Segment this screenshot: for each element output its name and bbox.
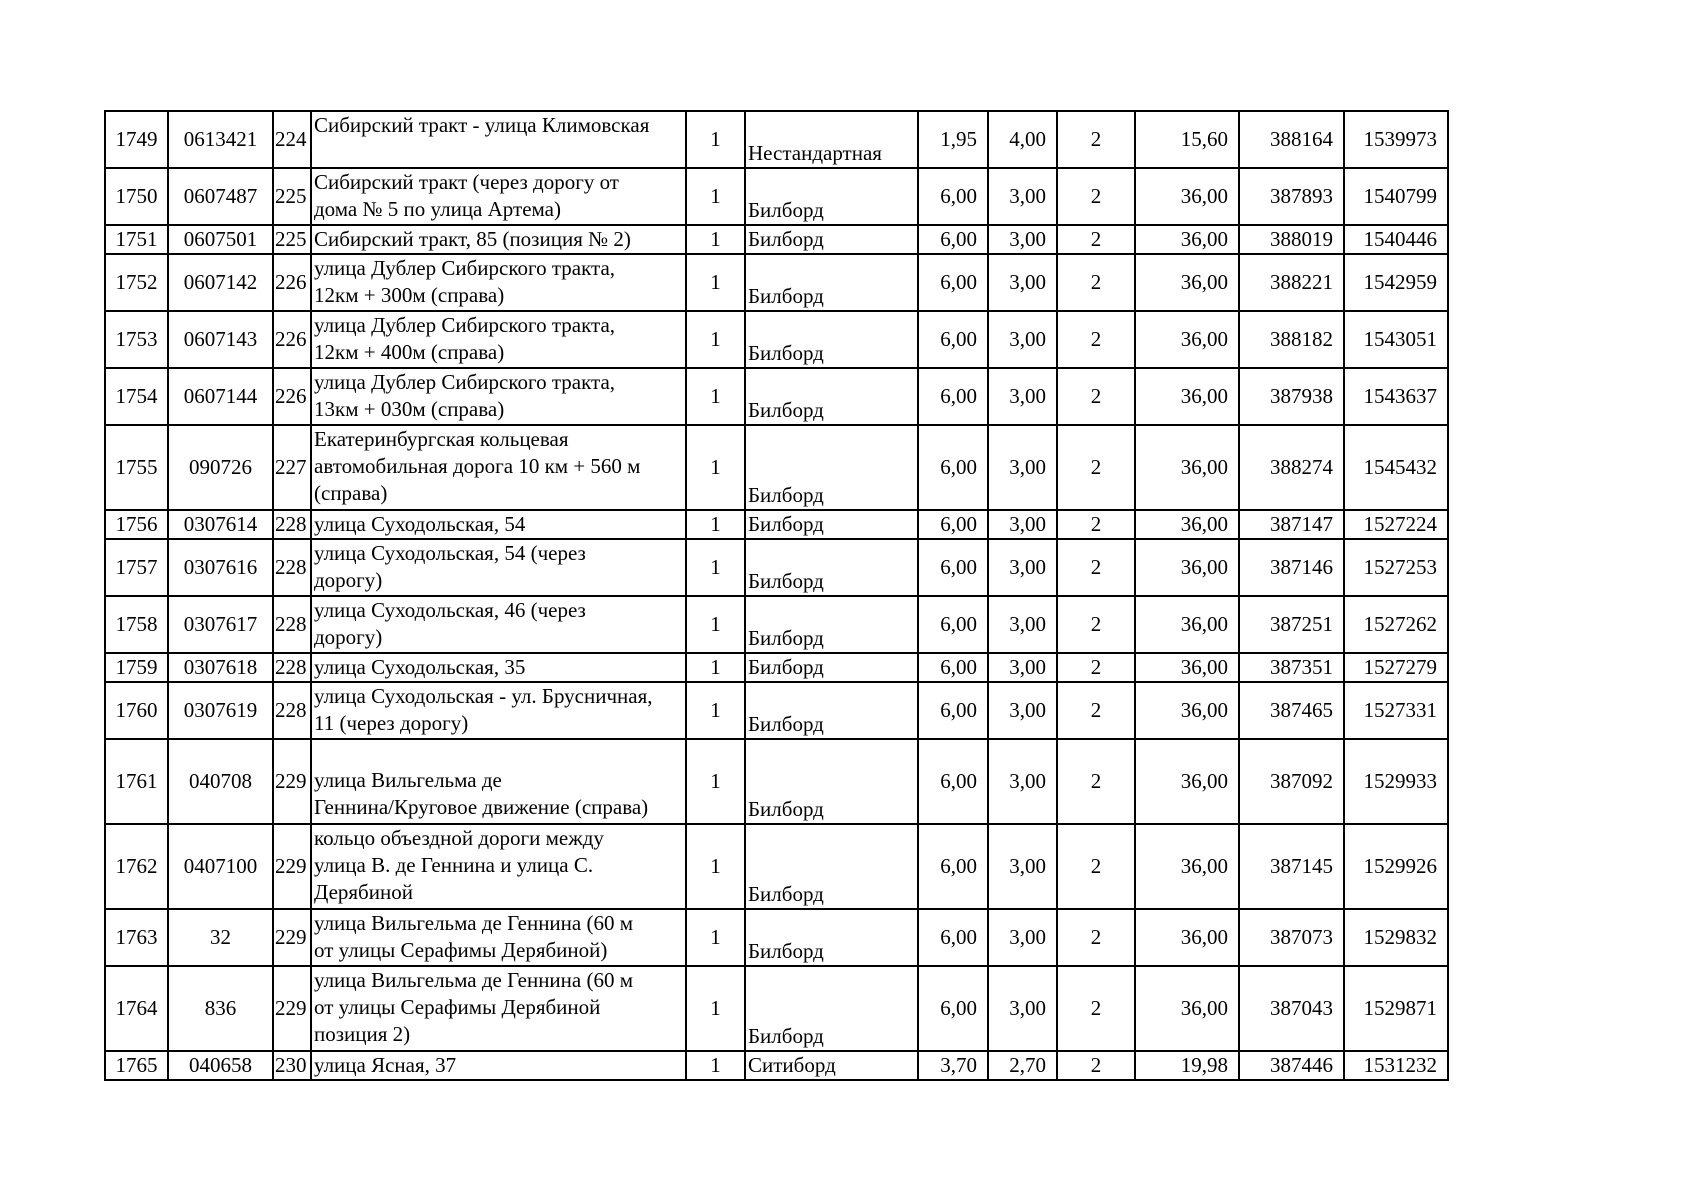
table-row — [105, 254, 1448, 311]
table-row — [105, 653, 1448, 682]
cell-quantity: 1 — [686, 653, 745, 682]
cell-structure-code: 090726 — [168, 425, 273, 510]
cell-group-number: 226 — [273, 311, 311, 368]
cell-width: 6,00 — [918, 824, 988, 909]
cell-coordinate-x: 387147 — [1239, 510, 1344, 539]
cell-structure-type: Билборд — [745, 425, 918, 510]
cell-row-number: 1760 — [105, 682, 168, 739]
cell-sides-count: 2 — [1057, 425, 1135, 510]
cell-quantity: 1 — [686, 254, 745, 311]
cell-group-number: 228 — [273, 539, 311, 596]
cell-area: 36,00 — [1135, 682, 1239, 739]
cell-height: 3,00 — [988, 824, 1057, 909]
cell-width: 6,00 — [918, 510, 988, 539]
cell-quantity: 1 — [686, 510, 745, 539]
cell-height: 3,00 — [988, 739, 1057, 824]
cell-coordinate-x: 387092 — [1239, 739, 1344, 824]
cell-width: 3,70 — [918, 1051, 988, 1080]
cell-row-number: 1759 — [105, 653, 168, 682]
cell-sides-count: 2 — [1057, 368, 1135, 425]
cell-quantity: 1 — [686, 111, 745, 168]
cell-row-number: 1749 — [105, 111, 168, 168]
cell-address: улица Суходольская, 54 (через дорогу) — [311, 539, 686, 596]
cell-structure-type: Билборд — [745, 539, 918, 596]
cell-group-number: 229 — [273, 966, 311, 1051]
cell-coordinate-x: 388221 — [1239, 254, 1344, 311]
cell-structure-code: 0607143 — [168, 311, 273, 368]
cell-coordinate-y: 1540799 — [1344, 168, 1448, 225]
cell-coordinate-x: 388274 — [1239, 425, 1344, 510]
cell-area: 36,00 — [1135, 539, 1239, 596]
cell-sides-count: 2 — [1057, 596, 1135, 653]
cell-address: улица Ясная, 37 — [311, 1051, 686, 1080]
cell-height: 2,70 — [988, 1051, 1057, 1080]
cell-height: 3,00 — [988, 311, 1057, 368]
cell-height: 3,00 — [988, 653, 1057, 682]
cell-structure-type: Билборд — [745, 225, 918, 254]
cell-sides-count: 2 — [1057, 254, 1135, 311]
cell-structure-type: Билборд — [745, 510, 918, 539]
cell-coordinate-y: 1529926 — [1344, 824, 1448, 909]
table-row — [105, 682, 1448, 739]
cell-coordinate-x: 387146 — [1239, 539, 1344, 596]
cell-structure-code: 040708 — [168, 739, 273, 824]
advertising-structures-table — [104, 110, 1449, 1081]
cell-area: 36,00 — [1135, 596, 1239, 653]
table-row — [105, 1051, 1448, 1080]
cell-group-number: 226 — [273, 254, 311, 311]
cell-width: 6,00 — [918, 909, 988, 966]
cell-group-number: 227 — [273, 425, 311, 510]
cell-coordinate-y: 1529933 — [1344, 739, 1448, 824]
cell-sides-count: 2 — [1057, 653, 1135, 682]
cell-quantity: 1 — [686, 739, 745, 824]
table-row — [105, 111, 1448, 168]
cell-sides-count: 2 — [1057, 225, 1135, 254]
cell-area: 36,00 — [1135, 225, 1239, 254]
cell-quantity: 1 — [686, 682, 745, 739]
cell-row-number: 1765 — [105, 1051, 168, 1080]
cell-area: 19,98 — [1135, 1051, 1239, 1080]
cell-area: 36,00 — [1135, 824, 1239, 909]
cell-group-number: 228 — [273, 653, 311, 682]
cell-address: улица Вильгельма де Геннина (60 м от улицы Серафимы Дерябиной) — [311, 909, 686, 966]
cell-sides-count: 2 — [1057, 682, 1135, 739]
cell-height: 3,00 — [988, 425, 1057, 510]
cell-area: 36,00 — [1135, 510, 1239, 539]
table-row — [105, 311, 1448, 368]
cell-quantity: 1 — [686, 311, 745, 368]
cell-coordinate-y: 1545432 — [1344, 425, 1448, 510]
cell-structure-code: 0307619 — [168, 682, 273, 739]
cell-address: улица Вильгельма де Геннина/Круговое движение (справа) — [311, 739, 686, 824]
cell-coordinate-y: 1527253 — [1344, 539, 1448, 596]
cell-coordinate-y: 1527331 — [1344, 682, 1448, 739]
cell-width: 6,00 — [918, 682, 988, 739]
cell-address: улица Вильгельма де Геннина (60 м от улицы Серафимы Дерябиной позиция 2) — [311, 966, 686, 1051]
cell-coordinate-x: 387351 — [1239, 653, 1344, 682]
cell-structure-type: Билборд — [745, 682, 918, 739]
cell-width: 6,00 — [918, 653, 988, 682]
cell-area: 36,00 — [1135, 311, 1239, 368]
cell-group-number: 230 — [273, 1051, 311, 1080]
cell-sides-count: 2 — [1057, 311, 1135, 368]
cell-quantity: 1 — [686, 225, 745, 254]
cell-coordinate-y: 1527279 — [1344, 653, 1448, 682]
cell-coordinate-y: 1540446 — [1344, 225, 1448, 254]
cell-group-number: 225 — [273, 225, 311, 254]
cell-coordinate-x: 387073 — [1239, 909, 1344, 966]
cell-address: улица Дублер Сибирского тракта, 12км + 400м (справа) — [311, 311, 686, 368]
cell-structure-type: Билборд — [745, 368, 918, 425]
cell-quantity: 1 — [686, 966, 745, 1051]
cell-coordinate-x: 388182 — [1239, 311, 1344, 368]
cell-structure-type: Билборд — [745, 168, 918, 225]
cell-structure-type: Билборд — [745, 739, 918, 824]
cell-address: Екатеринбургская кольцевая автомобильная дорога 10 км + 560 м (справа) — [311, 425, 686, 510]
table-row — [105, 368, 1448, 425]
cell-address: Сибирский тракт - улица Климовская — [311, 111, 686, 168]
cell-width: 6,00 — [918, 254, 988, 311]
cell-address: улица Суходольская - ул. Брусничная, 11 (через дорогу) — [311, 682, 686, 739]
cell-address: улица Суходольская, 46 (через дорогу) — [311, 596, 686, 653]
cell-width: 6,00 — [918, 168, 988, 225]
table-row — [105, 425, 1448, 510]
cell-width: 6,00 — [918, 596, 988, 653]
cell-height: 3,00 — [988, 168, 1057, 225]
cell-sides-count: 2 — [1057, 1051, 1135, 1080]
cell-coordinate-x: 387938 — [1239, 368, 1344, 425]
cell-width: 6,00 — [918, 425, 988, 510]
cell-address: кольцо объездной дороги между улица В. де Геннина и улица С. Дерябиной — [311, 824, 686, 909]
cell-area: 36,00 — [1135, 425, 1239, 510]
cell-sides-count: 2 — [1057, 739, 1135, 824]
cell-coordinate-x: 387145 — [1239, 824, 1344, 909]
cell-address: улица Суходольская, 54 — [311, 510, 686, 539]
cell-address: улица Дублер Сибирского тракта, 12км + 300м (справа) — [311, 254, 686, 311]
cell-sides-count: 2 — [1057, 966, 1135, 1051]
cell-coordinate-x: 387043 — [1239, 966, 1344, 1051]
cell-width: 6,00 — [918, 311, 988, 368]
cell-area: 36,00 — [1135, 368, 1239, 425]
cell-height: 3,00 — [988, 682, 1057, 739]
cell-row-number: 1763 — [105, 909, 168, 966]
cell-coordinate-x: 387465 — [1239, 682, 1344, 739]
cell-coordinate-y: 1539973 — [1344, 111, 1448, 168]
cell-quantity: 1 — [686, 1051, 745, 1080]
cell-structure-type: Билборд — [745, 909, 918, 966]
cell-address: Сибирский тракт (через дорогу от дома № 5 по улица Артема) — [311, 168, 686, 225]
cell-structure-type: Билборд — [745, 311, 918, 368]
cell-area: 36,00 — [1135, 168, 1239, 225]
cell-structure-type: Билборд — [745, 596, 918, 653]
cell-row-number: 1756 — [105, 510, 168, 539]
cell-quantity: 1 — [686, 539, 745, 596]
cell-coordinate-x: 388164 — [1239, 111, 1344, 168]
cell-coordinate-y: 1527224 — [1344, 510, 1448, 539]
cell-width: 1,95 — [918, 111, 988, 168]
cell-structure-type: Билборд — [745, 824, 918, 909]
cell-row-number: 1754 — [105, 368, 168, 425]
cell-structure-code: 0307617 — [168, 596, 273, 653]
table-body — [105, 111, 1448, 1080]
cell-group-number: 224 — [273, 111, 311, 168]
cell-area: 15,60 — [1135, 111, 1239, 168]
cell-width: 6,00 — [918, 966, 988, 1051]
cell-coordinate-x: 387251 — [1239, 596, 1344, 653]
cell-group-number: 228 — [273, 510, 311, 539]
cell-structure-code: 040658 — [168, 1051, 273, 1080]
cell-height: 3,00 — [988, 596, 1057, 653]
cell-structure-code: 0607144 — [168, 368, 273, 425]
cell-area: 36,00 — [1135, 966, 1239, 1051]
cell-structure-code: 0613421 — [168, 111, 273, 168]
cell-sides-count: 2 — [1057, 824, 1135, 909]
cell-height: 3,00 — [988, 909, 1057, 966]
cell-width: 6,00 — [918, 368, 988, 425]
cell-structure-code: 0307614 — [168, 510, 273, 539]
cell-coordinate-y: 1542959 — [1344, 254, 1448, 311]
cell-height: 3,00 — [988, 254, 1057, 311]
cell-coordinate-y: 1531232 — [1344, 1051, 1448, 1080]
cell-structure-code: 0607501 — [168, 225, 273, 254]
cell-row-number: 1753 — [105, 311, 168, 368]
cell-coordinate-y: 1543637 — [1344, 368, 1448, 425]
cell-structure-code: 0607487 — [168, 168, 273, 225]
cell-coordinate-x: 387446 — [1239, 1051, 1344, 1080]
cell-quantity: 1 — [686, 168, 745, 225]
cell-group-number: 228 — [273, 682, 311, 739]
cell-sides-count: 2 — [1057, 510, 1135, 539]
cell-height: 3,00 — [988, 966, 1057, 1051]
cell-coordinate-y: 1529871 — [1344, 966, 1448, 1051]
cell-address: улица Суходольская, 35 — [311, 653, 686, 682]
cell-row-number: 1761 — [105, 739, 168, 824]
cell-area: 36,00 — [1135, 653, 1239, 682]
cell-row-number: 1757 — [105, 539, 168, 596]
cell-structure-code: 0607142 — [168, 254, 273, 311]
cell-height: 3,00 — [988, 225, 1057, 254]
cell-row-number: 1752 — [105, 254, 168, 311]
cell-structure-type: Нестандартная — [745, 111, 918, 168]
table-row — [105, 539, 1448, 596]
table-row — [105, 966, 1448, 1051]
cell-coordinate-y: 1529832 — [1344, 909, 1448, 966]
cell-width: 6,00 — [918, 739, 988, 824]
cell-quantity: 1 — [686, 909, 745, 966]
cell-structure-code: 0407100 — [168, 824, 273, 909]
cell-structure-type: Билборд — [745, 653, 918, 682]
cell-height: 3,00 — [988, 539, 1057, 596]
cell-row-number: 1750 — [105, 168, 168, 225]
cell-area: 36,00 — [1135, 739, 1239, 824]
cell-group-number: 226 — [273, 368, 311, 425]
cell-group-number: 229 — [273, 824, 311, 909]
cell-height: 3,00 — [988, 368, 1057, 425]
cell-address: Сибирский тракт, 85 (позиция № 2) — [311, 225, 686, 254]
cell-structure-type: Ситиборд — [745, 1051, 918, 1080]
cell-row-number: 1755 — [105, 425, 168, 510]
cell-sides-count: 2 — [1057, 539, 1135, 596]
cell-sides-count: 2 — [1057, 111, 1135, 168]
cell-height: 4,00 — [988, 111, 1057, 168]
cell-sides-count: 2 — [1057, 909, 1135, 966]
cell-row-number: 1762 — [105, 824, 168, 909]
cell-coordinate-x: 388019 — [1239, 225, 1344, 254]
cell-structure-type: Билборд — [745, 254, 918, 311]
cell-width: 6,00 — [918, 539, 988, 596]
cell-quantity: 1 — [686, 596, 745, 653]
table-row — [105, 225, 1448, 254]
cell-area: 36,00 — [1135, 254, 1239, 311]
cell-group-number: 228 — [273, 596, 311, 653]
cell-width: 6,00 — [918, 225, 988, 254]
cell-address: улица Дублер Сибирского тракта, 13км + 030м (справа) — [311, 368, 686, 425]
table-row — [105, 824, 1448, 909]
cell-row-number: 1751 — [105, 225, 168, 254]
cell-group-number: 225 — [273, 168, 311, 225]
cell-coordinate-x: 387893 — [1239, 168, 1344, 225]
cell-group-number: 229 — [273, 739, 311, 824]
cell-coordinate-y: 1527262 — [1344, 596, 1448, 653]
table-row — [105, 909, 1448, 966]
table-row — [105, 168, 1448, 225]
cell-structure-code: 32 — [168, 909, 273, 966]
cell-quantity: 1 — [686, 368, 745, 425]
cell-group-number: 229 — [273, 909, 311, 966]
cell-row-number: 1764 — [105, 966, 168, 1051]
cell-height: 3,00 — [988, 510, 1057, 539]
table-row — [105, 510, 1448, 539]
cell-structure-code: 836 — [168, 966, 273, 1051]
cell-area: 36,00 — [1135, 909, 1239, 966]
cell-structure-code: 0307618 — [168, 653, 273, 682]
cell-row-number: 1758 — [105, 596, 168, 653]
table-row — [105, 596, 1448, 653]
cell-structure-type: Билборд — [745, 966, 918, 1051]
cell-quantity: 1 — [686, 425, 745, 510]
cell-coordinate-y: 1543051 — [1344, 311, 1448, 368]
table-row — [105, 739, 1448, 824]
cell-quantity: 1 — [686, 824, 745, 909]
cell-structure-code: 0307616 — [168, 539, 273, 596]
cell-sides-count: 2 — [1057, 168, 1135, 225]
